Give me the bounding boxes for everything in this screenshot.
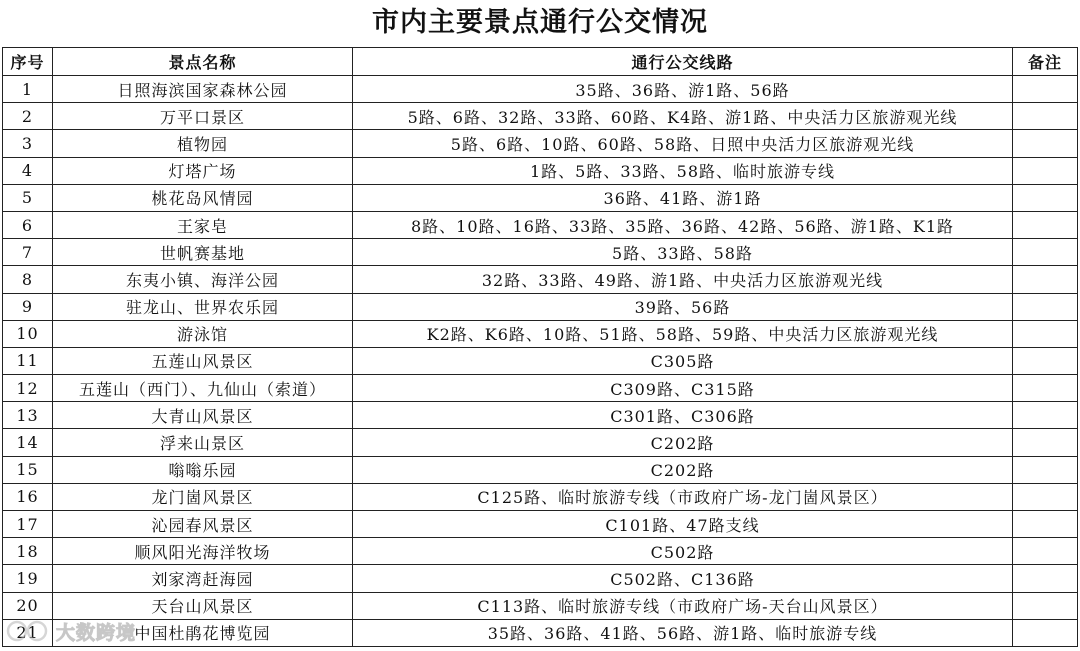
cell-routes: 5路、6路、32路、33路、60路、K4路、游1路、中央活力区旅游观光线 [353,103,1013,130]
cell-notes [1013,456,1078,483]
cell-num: 5 [3,184,53,211]
cell-name: 大青山风景区 [53,402,353,429]
cell-notes [1013,511,1078,538]
cell-name: 浮来山景区 [53,429,353,456]
cell-name: 天台山风景区 [53,592,353,619]
table-row [3,157,1078,184]
cell-notes [1013,184,1078,211]
cell-routes: C101路、47路支线 [353,511,1013,538]
page-title: 市内主要景点通行公交情况 [372,7,708,38]
table-row [3,456,1078,483]
cell-routes: C202路 [353,456,1013,483]
cell-notes [1013,239,1078,266]
cell-routes: C305路 [353,347,1013,374]
table-body [3,76,1078,647]
cell-num: 21 [3,619,53,646]
table-header-row [3,48,1078,76]
cell-name: 五莲山风景区 [53,347,353,374]
cell-num: 13 [3,402,53,429]
cell-name: 驻龙山、世界农乐园 [53,293,353,320]
table-row [3,565,1078,592]
cell-notes [1013,266,1078,293]
table-row [3,511,1078,538]
table-row [3,239,1078,266]
header-num: 序号 [3,48,53,76]
cell-notes [1013,347,1078,374]
cell-notes [1013,130,1078,157]
cell-num: 4 [3,157,53,184]
cell-num: 1 [3,76,53,103]
cell-routes: 39路、56路 [353,293,1013,320]
table-row [3,429,1078,456]
table-row [3,293,1078,320]
cell-routes: C502路 [353,538,1013,565]
cell-num: 2 [3,103,53,130]
cell-num: 10 [3,320,53,347]
cell-notes [1013,429,1078,456]
cell-name: 刘家湾赶海园 [53,565,353,592]
cell-num: 6 [3,211,53,238]
cell-routes: 1路、5路、33路、58路、临时旅游专线 [353,157,1013,184]
cell-notes [1013,565,1078,592]
table-row [3,402,1078,429]
cell-routes: 35路、36路、游1路、56路 [353,76,1013,103]
cell-routes: K2路、K6路、10路、51路、58路、59路、中央活力区旅游观光线 [353,320,1013,347]
table-row [3,375,1078,402]
cell-name: 王家皂 [53,211,353,238]
cell-notes [1013,211,1078,238]
cell-notes [1013,538,1078,565]
watermark-text: 大数跨境 [56,621,137,644]
cell-notes [1013,157,1078,184]
cell-routes: C125路、临时旅游专线（市政府广场-龙门崮风景区） [353,483,1013,510]
cell-name: 日照海滨国家森林公园 [53,76,353,103]
table-row [3,103,1078,130]
cell-notes [1013,76,1078,103]
cell-num: 20 [3,592,53,619]
cell-name: 嗡嗡乐园 [53,456,353,483]
table-row [3,619,1078,646]
cell-routes: 8路、10路、16路、33路、35路、36路、42路、56路、游1路、K1路 [353,211,1013,238]
cell-name: 桃花岛风情园 [53,184,353,211]
cell-routes: C309路、C315路 [353,375,1013,402]
cell-notes [1013,320,1078,347]
cell-notes [1013,619,1078,646]
table-row [3,184,1078,211]
cell-name: 沁园春风景区 [53,511,353,538]
table-row [3,130,1078,157]
header-name: 景点名称 [53,48,353,76]
cell-num: 8 [3,266,53,293]
cell-notes [1013,375,1078,402]
cell-num: 17 [3,511,53,538]
cell-routes: C113路、临时旅游专线（市政府广场-天台山风景区） [353,592,1013,619]
cell-notes [1013,592,1078,619]
cell-name: 中国杜鹃花博览园 [53,619,353,646]
cell-routes: 5路、6路、10路、60路、58路、日照中央活力区旅游观光线 [353,130,1013,157]
cell-name: 龙门崮风景区 [53,483,353,510]
cell-routes: 35路、36路、41路、56路、游1路、临时旅游专线 [353,619,1013,646]
table-row [3,320,1078,347]
cell-routes: C202路 [353,429,1013,456]
cell-name: 东夷小镇、海洋公园 [53,266,353,293]
table-row [3,211,1078,238]
table-row [3,76,1078,103]
header-routes: 通行公交线路 [353,48,1013,76]
cell-routes: C502路、C136路 [353,565,1013,592]
table-row [3,483,1078,510]
cell-num: 3 [3,130,53,157]
cell-notes [1013,483,1078,510]
header-notes: 备注 [1013,48,1078,76]
table-row [3,538,1078,565]
cell-name: 植物园 [53,130,353,157]
cell-name: 五莲山（西门）、九仙山（索道） [53,375,353,402]
cell-routes: 36路、41路、游1路 [353,184,1013,211]
cell-num: 18 [3,538,53,565]
cell-num: 11 [3,347,53,374]
table-row [3,347,1078,374]
cell-num: 19 [3,565,53,592]
cell-name: 灯塔广场 [53,157,353,184]
cell-num: 16 [3,483,53,510]
cell-notes [1013,402,1078,429]
table-row [3,266,1078,293]
cell-num: 7 [3,239,53,266]
table-row [3,592,1078,619]
cell-name: 游泳馆 [53,320,353,347]
cell-num: 9 [3,293,53,320]
bus-routes-table [2,47,1078,647]
cell-num: 14 [3,429,53,456]
cell-num: 12 [3,375,53,402]
cell-name: 万平口景区 [53,103,353,130]
cell-notes [1013,103,1078,130]
cell-name: 世帆赛基地 [53,239,353,266]
cell-notes [1013,293,1078,320]
cell-num: 15 [3,456,53,483]
cell-routes: C301路、C306路 [353,402,1013,429]
cell-name: 顺风阳光海洋牧场 [53,538,353,565]
cell-routes: 32路、33路、49路、游1路、中央活力区旅游观光线 [353,266,1013,293]
cell-routes: 5路、33路、58路 [353,239,1013,266]
